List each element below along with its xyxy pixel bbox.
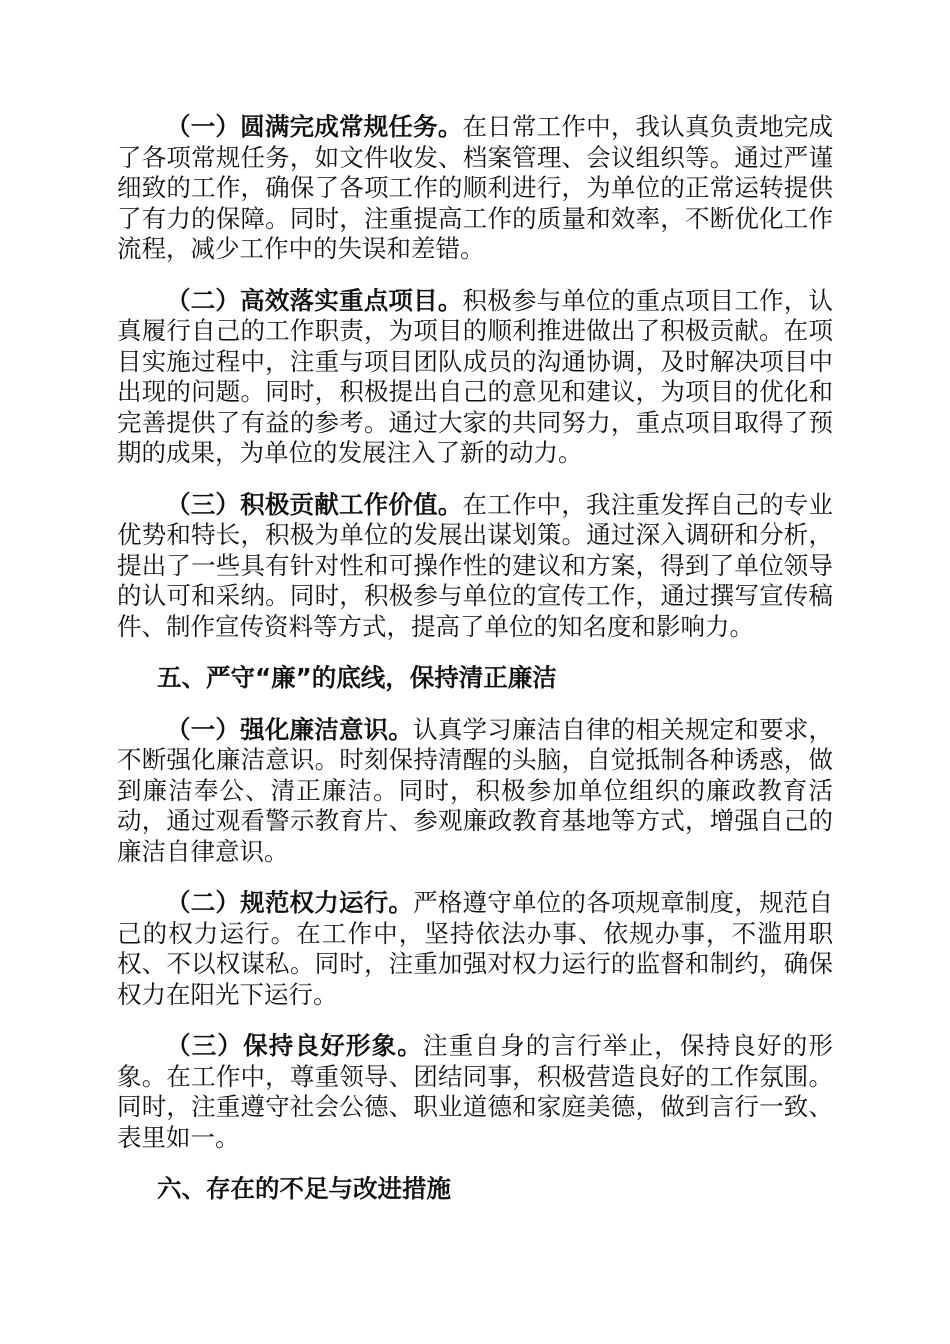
paragraph-routine-tasks — [117, 112, 833, 265]
paragraph-lead: （二）规范权力运行。 — [166, 888, 414, 917]
section-heading-shortcomings: 六、存在的不足与改进措施 — [157, 1174, 451, 1203]
paragraph-body: 认真学习廉洁自律的相关规定和要求，不断强化廉洁意识。时刻保持清醒的头脑，自觉抵制各种诱惑，做到廉洁奉公、清正廉洁。同时，积极参加单位组织的廉政教育活动，通过观看警示教育片、参观廉政教育基地等方式，增强自己的廉洁自律意识。 — [117, 714, 834, 866]
paragraph-lead: （一）强化廉洁意识。 — [166, 714, 414, 744]
paragraph-body: 在日常工作中，我认真负责地完成了各项常规任务，如文件收发、档案管理、会议组织等。通过严谨细致的工作，确保了各项工作的顺利进行，为单位的正常运转提供了有力的保障。同时，注重提高工作的质量和效率，不断优化工作流程，减少工作中的失误和差错。 — [117, 112, 834, 263]
paragraph-body: 注重自身的言行举止，保持良好的形象。在工作中，尊重领导、团结同事，积极营造良好的工作氛围。同时，注重遵守社会公德、职业道德和家庭美德，做到言行一致、表里如一。 — [117, 1031, 833, 1152]
paragraph-power-regulation — [117, 888, 833, 1010]
document-page — [117, 112, 833, 1226]
section-heading-integrity: 五、严守“廉”的底线，保持清正廉洁 — [157, 663, 557, 692]
paragraph-body: 在工作中，我注重发挥自己的专业优势和特长，积极为单位的发展出谋划策。通过深入调研和分析，提出了一些具有针对性和可操作性的建议和方案，得到了单位领导的认可和采纳。同时，积极参与单位的宣传工作，通过撰写宣传稿件、制作宣传资料等方式，提高了单位的知名度和影响力。 — [117, 489, 834, 641]
paragraph-work-value — [117, 490, 833, 643]
paragraph-good-image — [117, 1031, 833, 1153]
paragraph-lead: （三）积极贡献工作价值。 — [166, 489, 463, 519]
paragraph-body: 积极参与单位的重点项目工作，认真履行自己的工作职责，为项目的顺利推进做出了积极贡献。在项目实施过程中，注重与项目团队成员的沟通协调，及时解决项目中出现的问题。同时，积极提出自己的意见和建议，为项目的优化和完善提供了有益的参考。通过大家的共同努力，重点项目取得了预期的成果，为单位的发展注入了新的动力。 — [117, 285, 834, 467]
paragraph-key-projects — [117, 286, 833, 469]
paragraph-lead: （三）保持良好形象。 — [166, 1031, 423, 1060]
paragraph-integrity-awareness — [117, 715, 833, 868]
paragraph-lead: （一）圆满完成常规任务。 — [166, 112, 463, 141]
paragraph-lead: （二）高效落实重点项目。 — [166, 285, 463, 315]
paragraph-body: 严格遵守单位的各项规章制度，规范自己的权力运行。在工作中，坚持依法办事、依规办事，不滥用职权、不以权谋私。同时，注重加强对权力运行的监督和制约，确保权力在阳光下运行。 — [117, 888, 834, 1009]
